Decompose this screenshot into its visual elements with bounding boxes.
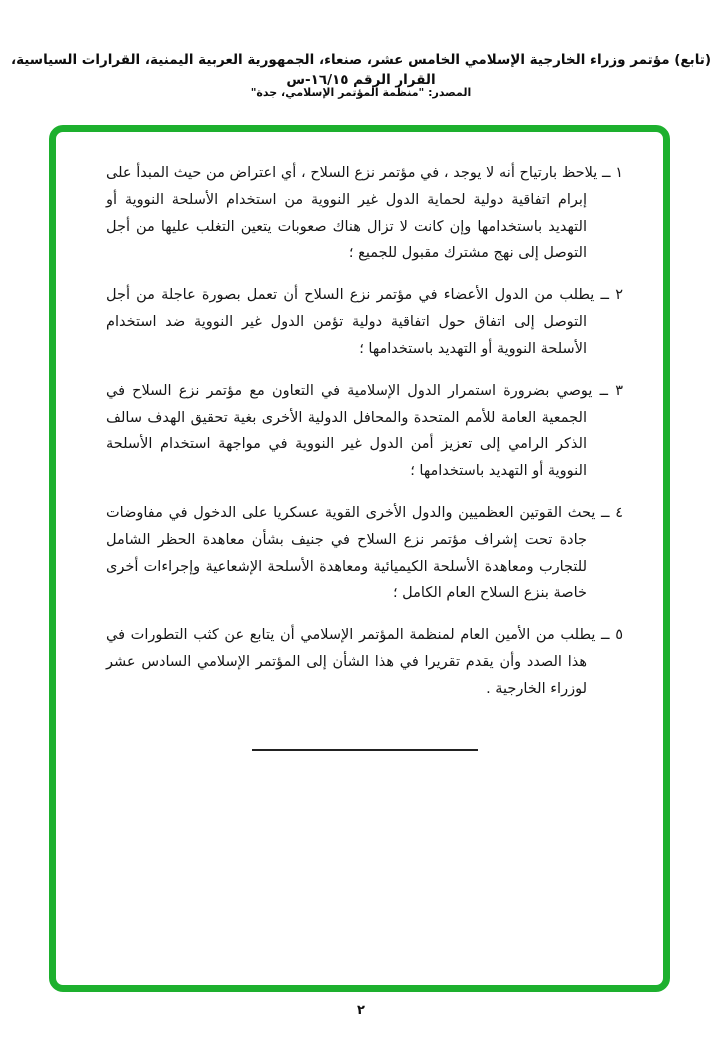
paragraph-5-text: يطلب من الأمين العام لمنظمة المؤتمر الإسلامي أن يتابع عن كثب التطورات في هذا الصدد وأن يقدم تقريرا في هذا الشأن إلى المؤتمر الإسلامي السادس عشر لوزراء الخارجية . bbox=[106, 627, 596, 697]
header-citation-line: (تابع) مؤتمر وزراء الخارجية الإسلامي الخامس عشر، صنعاء، الجمهورية العربية اليمنية، القرارات السياسية، القرار الرقم ١٦/١٥-س bbox=[10, 52, 712, 89]
paragraph-3-number: ٣ ــ bbox=[599, 382, 623, 399]
paragraph-1-text: يلاحظ بارتياح أنه لا يوجد ، في مؤتمر نزع السلاح ، أي اعتراض من حيث المبدأ على إبرام اتفاقية دولية لحماية الدول غير النووية من استخدام الأسلحة النووية أو التهديد باستخدامها وإن كانت لا تزال هناك صعوبات يتعين التغلب عليها من أجل التوصل إلى نهج مشترك مقبول للجميع ؛ bbox=[106, 165, 598, 262]
paragraph-1 bbox=[106, 160, 623, 267]
paragraph-3 bbox=[106, 378, 623, 485]
paragraph-2 bbox=[106, 282, 623, 362]
paragraph-4-text: يحث القوتين العظميين والدول الأخرى القوية عسكريا على الدخول في مفاوضات جادة تحت إشراف مؤتمر نزع السلاح في جنيف بشأن معاهدة الحظر الشامل للتجارب ومعاهدة الأسلحة الكيميائية ومعاهدة الأسلحة الإشعاعية وإجراءات أخرى خاصة بنزع السلاح العام الكامل ؛ bbox=[106, 504, 596, 602]
resolution-body bbox=[56, 132, 663, 751]
paragraph-4 bbox=[106, 500, 623, 607]
paragraph-5 bbox=[106, 622, 623, 702]
paragraph-2-text: يطلب من الدول الأعضاء في مؤتمر نزع السلاح أن تعمل بصورة عاجلة من أجل التوصل إلى اتفاق حول اتفاقية دولية تؤمن الدول غير النووية ضد استخدام الأسلحة النووية أو التهديد باستخدامها ؛ bbox=[106, 287, 595, 357]
section-divider bbox=[252, 749, 478, 751]
paragraph-5-number: ٥ ــ bbox=[601, 627, 624, 644]
content-border-box bbox=[49, 125, 670, 992]
header-source-line: المصدر: "منظمة المؤتمر الإسلامي، جدة" bbox=[250, 86, 472, 99]
paragraph-1-number: ١ ــ bbox=[602, 165, 624, 181]
paragraph-3-text: يوصي بضرورة استمرار الدول الإسلامية في التعاون مع مؤتمر نزع السلاح في الجمعية العامة للأمم المتحدة والمحافل الدولية الأخرى بغية تحقيق الهدف سالف الذكر الرامي إلى تعزيز أمن الدول غير النووية في مواجهة استخدام الأسلحة النووية أو التهديد باستخدامها ؛ bbox=[106, 382, 593, 480]
page-number: ٢ bbox=[357, 1003, 365, 1018]
paragraph-4-number: ٤ ــ bbox=[601, 504, 623, 521]
paragraph-2-number: ٢ ــ bbox=[600, 287, 624, 304]
